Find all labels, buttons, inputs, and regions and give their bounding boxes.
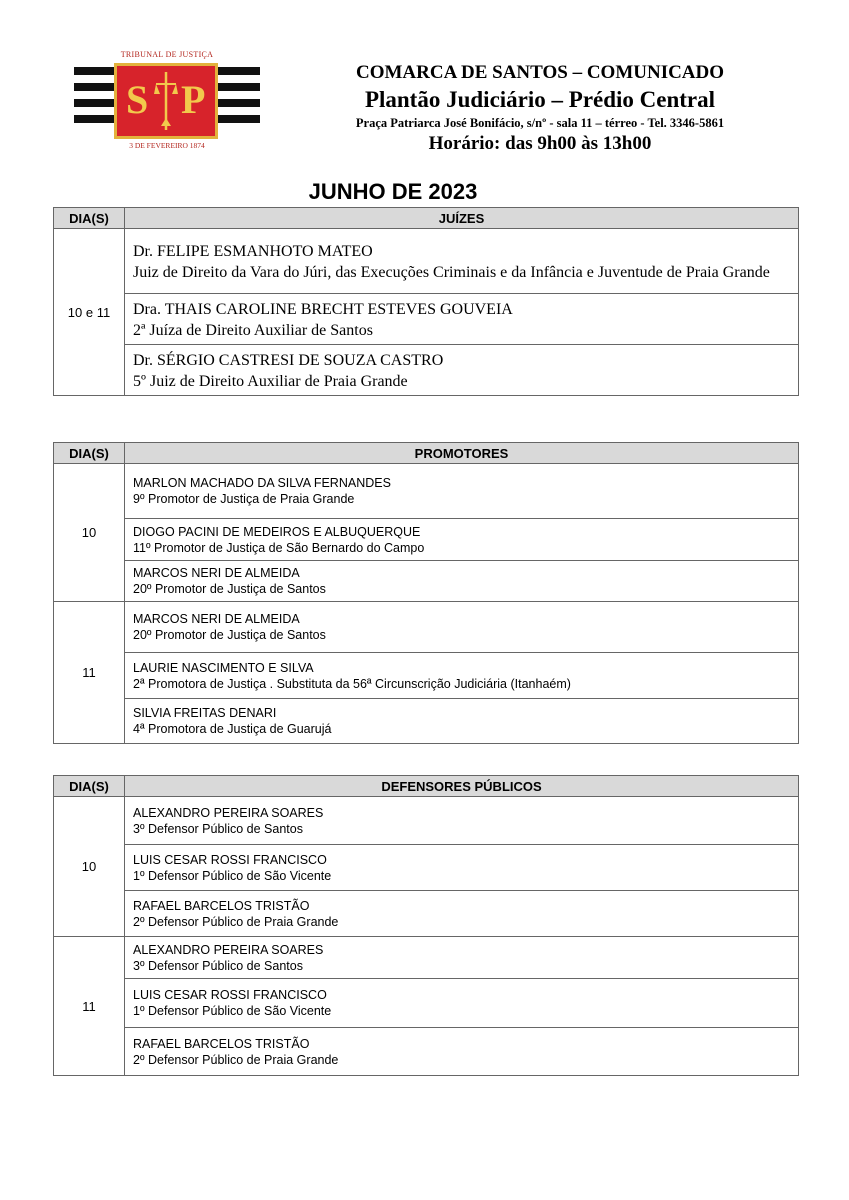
- prosecutors-table: [53, 442, 799, 744]
- table-row: [54, 937, 799, 979]
- header-plantao: Plantão Judiciário – Prédio Central: [364, 87, 716, 112]
- logo-letter-s: S: [126, 77, 149, 122]
- defender-name: RAFAEL BARCELOS TRISTÃO: [133, 898, 310, 913]
- prosecutor-cell: [125, 519, 799, 561]
- defender-cell: [125, 891, 799, 937]
- defender-name: RAFAEL BARCELOS TRISTÃO: [133, 1036, 310, 1051]
- prosecutor-role: 9º Promotor de Justiça de Praia Grande: [133, 492, 355, 506]
- judge-name: Dr. FELIPE ESMANHOTO MATEO: [133, 242, 373, 260]
- defender-name: LUIS CESAR ROSSI FRANCISCO: [133, 988, 327, 1002]
- defender-name: LUIS CESAR ROSSI FRANCISCO: [133, 852, 327, 867]
- day-cell: 10 e 11: [54, 229, 125, 396]
- table-row: [54, 1028, 799, 1076]
- table-header-row: [54, 776, 799, 797]
- day-cell: 11: [54, 937, 125, 1076]
- table-row: [54, 464, 799, 519]
- judge-name: Dra. THAIS CAROLINE BRECHT ESTEVES GOUVEIA: [133, 300, 513, 318]
- defender-role: 3º Defensor Público de Santos: [133, 821, 303, 836]
- judge-cell: [125, 229, 799, 294]
- defenders-column-header: DEFENSORES PÚBLICOS: [125, 776, 799, 797]
- defender-cell: [125, 979, 799, 1028]
- prosecutor-role: 4ª Promotora de Justiça de Guarujá: [133, 722, 332, 736]
- header-comarca: COMARCA DE SANTOS – COMUNICADO: [355, 62, 725, 83]
- table-row: [54, 519, 799, 561]
- judges-column-header: JUÍZES: [125, 208, 799, 229]
- defender-role: 2º Defensor Público de Praia Grande: [133, 1052, 339, 1067]
- table-row: [54, 561, 799, 602]
- defender-cell: [125, 937, 799, 979]
- prosecutor-role: 11º Promotor de Justiça de São Bernardo do Campo: [133, 540, 425, 555]
- day-cell: 10: [54, 464, 125, 602]
- prosecutor-name: SILVIA FREITAS DENARI: [133, 706, 277, 720]
- prosecutor-name: MARCOS NERI DE ALMEIDA: [133, 612, 300, 626]
- day-cell: 10: [54, 797, 125, 937]
- judge-cell: [125, 294, 799, 345]
- day-column-header: DIA(S): [54, 443, 125, 464]
- public-defenders-table: [53, 775, 799, 1076]
- prosecutor-cell: [125, 653, 799, 699]
- defender-role: 1º Defensor Público de São Vicente: [133, 1004, 332, 1018]
- header-hours: Horário: das 9h00 às 13h00: [428, 133, 652, 154]
- day-column-header: DIA(S): [54, 776, 125, 797]
- judge-role: Juiz de Direito da Vara do Júri, das Execuções Criminais e da Infância e Juventude de Praia Grande: [133, 263, 770, 281]
- judges-table: [53, 207, 799, 396]
- defender-cell: [125, 1028, 799, 1076]
- defender-role: 3º Defensor Público de Santos: [133, 958, 303, 973]
- prosecutor-role: 20º Promotor de Justiça de Santos: [133, 582, 326, 596]
- judge-role: 2ª Juíza de Direito Auxiliar de Santos: [133, 321, 373, 339]
- table-header-row: [54, 208, 799, 229]
- table-row: [54, 229, 799, 294]
- day-cell: 11: [54, 602, 125, 744]
- prosecutor-cell: [125, 561, 799, 602]
- table-row: [54, 979, 799, 1028]
- logo-letter-p: P: [181, 77, 206, 122]
- header-address: Praça Patriarca José Bonifácio, s/nº - sala 11 – térreo - Tel. 3346-5861: [355, 116, 725, 130]
- scales-icon: [154, 70, 178, 132]
- table-row: [54, 653, 799, 699]
- defender-cell: [125, 845, 799, 891]
- defender-name: ALEXANDRO PEREIRA SOARES: [133, 942, 324, 957]
- defender-role: 1º Defensor Público de São Vicente: [133, 868, 332, 883]
- defender-cell: [125, 797, 799, 845]
- prosecutor-name: LAURIE NASCIMENTO E SILVA: [133, 660, 314, 675]
- defender-name: ALEXANDRO PEREIRA SOARES: [133, 805, 324, 820]
- logo-shield: [114, 63, 218, 139]
- month-title: JUNHO DE 2023: [308, 179, 478, 204]
- prosecutor-name: MARLON MACHADO DA SILVA FERNANDES: [133, 476, 391, 490]
- table-row: [54, 797, 799, 845]
- prosecutor-role: 20º Promotor de Justiça de Santos: [133, 628, 326, 642]
- prosecutor-cell: [125, 699, 799, 744]
- tj-sp-logo: [74, 50, 260, 154]
- table-row: [54, 345, 799, 396]
- table-row: [54, 294, 799, 345]
- judge-role: 5º Juiz de Direito Auxiliar de Praia Grande: [133, 372, 408, 390]
- prosecutor-role: 2ª Promotora de Justiça . Substituta da 56ª Circunscrição Judiciária (Itanhaém): [133, 676, 571, 691]
- judge-name: Dr. SÉRGIO CASTRESI DE SOUZA CASTRO: [133, 351, 444, 369]
- prosecutors-column-header: PROMOTORES: [125, 443, 799, 464]
- day-column-header: DIA(S): [54, 208, 125, 229]
- prosecutor-cell: [125, 464, 799, 519]
- table-row: [54, 891, 799, 937]
- table-row: [54, 845, 799, 891]
- prosecutor-name: DIOGO PACINI DE MEDEIROS E ALBUQUERQUE: [133, 524, 421, 539]
- prosecutor-cell: [125, 602, 799, 653]
- prosecutor-name: MARCOS NERI DE ALMEIDA: [133, 566, 300, 580]
- table-header-row: [54, 443, 799, 464]
- table-row: [54, 699, 799, 744]
- logo-top-text: TRIBUNAL DE JUSTIÇA: [120, 50, 214, 59]
- table-row: [54, 602, 799, 653]
- defender-role: 2º Defensor Público de Praia Grande: [133, 914, 339, 929]
- logo-bottom-text: 3 DE FEVEREIRO 1874: [129, 141, 205, 150]
- judge-cell: [125, 345, 799, 396]
